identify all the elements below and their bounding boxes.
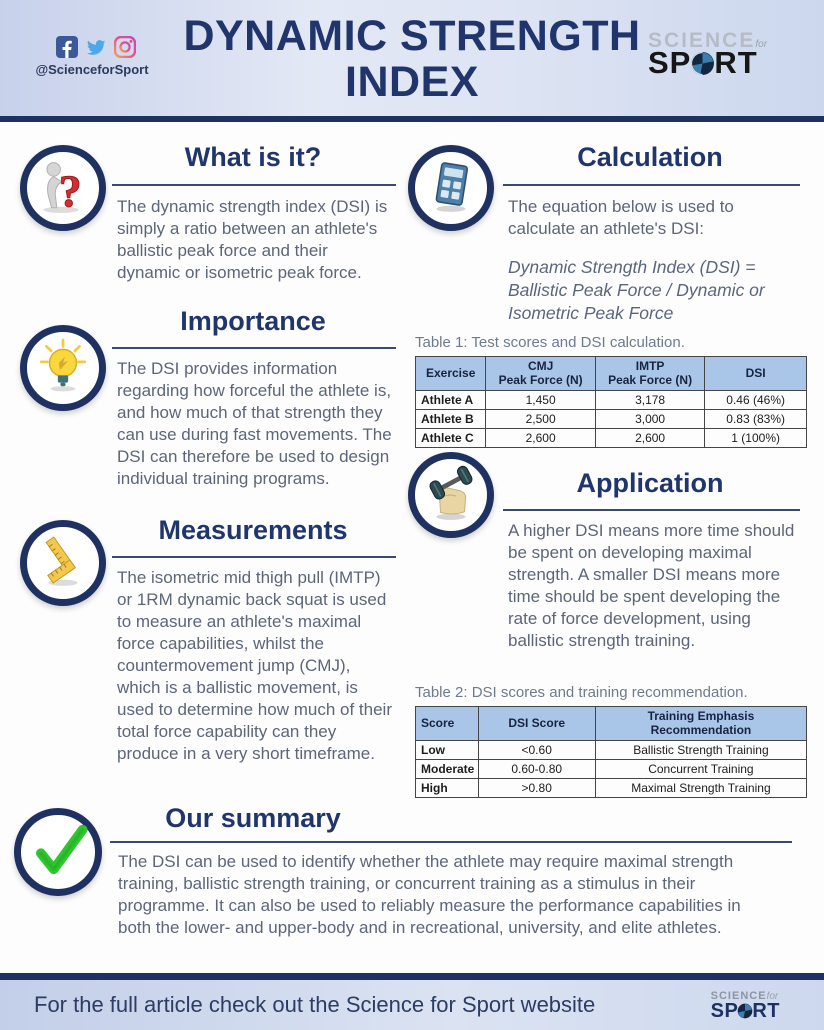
table-row [416, 409, 807, 428]
footer-divider [0, 973, 824, 980]
calculation-body: The equation below is used to calculate an athlete's DSI: [508, 197, 734, 238]
table2-col-dsi-score: DSI Score [478, 707, 595, 741]
table2-caption: Table 2: DSI scores and training recommendation. [415, 684, 748, 701]
measurements-badge [20, 520, 106, 606]
table-cell: 2,600 [595, 428, 704, 447]
header [0, 0, 824, 122]
what-is-it-rule [112, 184, 396, 186]
calculation-badge [408, 145, 494, 231]
calculation-heading: Calculation [577, 142, 723, 172]
dsi-equation: Dynamic Strength Index (DSI) = Ballistic Peak Force / Dynamic or Isometric Peak Force [508, 257, 765, 323]
footer-logo[interactable]: SCIENCEfor SP RT [710, 990, 780, 1022]
table-row [416, 390, 807, 409]
check-icon [28, 820, 88, 885]
what-is-it-body: The dynamic strength index (DSI) is simply a ratio between an athlete's ballistic peak force and their dynamic or isometric peak force. [117, 197, 388, 282]
table-row [416, 740, 807, 759]
table-cell: Low [416, 740, 479, 759]
calculation-rule [503, 184, 800, 186]
table2-header-row [416, 707, 807, 741]
table-cell: 1,450 [486, 390, 595, 409]
importance-badge [20, 325, 106, 411]
dumbbell-hand-icon [422, 464, 480, 527]
table1 [415, 356, 807, 448]
what-is-it-badge [20, 145, 106, 231]
table2-col-score: Score [416, 707, 479, 741]
globe-icon [738, 1001, 752, 1021]
measurements-heading: Measurements [158, 515, 348, 545]
application-body: A higher DSI means more time should be spent on developing maximal strength. A smaller DSI means more time should be spent developing the rate of force development, using ballistic strength training. [508, 521, 795, 650]
table1-header-row [416, 357, 807, 391]
social-handle[interactable]: @ScienceforSport [35, 62, 149, 77]
table-cell: <0.60 [478, 740, 595, 759]
facebook-icon[interactable] [56, 36, 78, 58]
twitter-icon[interactable] [85, 36, 107, 58]
table2 [415, 706, 807, 798]
table1-col-dsi: DSI [705, 357, 807, 391]
table-cell: 1 (100%) [705, 428, 807, 447]
summary-rule [110, 841, 792, 843]
ruler-icon [34, 532, 92, 595]
table-cell: 3,000 [595, 409, 704, 428]
table1-col-imtp: IMTP Peak Force (N) [595, 357, 704, 391]
table1-col-cmj: CMJ Peak Force (N) [486, 357, 595, 391]
table-cell: Athlete C [416, 428, 486, 447]
summary-body: The DSI can be used to identify whether the athlete may require maximal strength training, ballistic strength training, or concurrent training as a stimulus in their programme. It can also be used to reliably measure the performance capabilities in both the lower- and upper-body and in recreational, university, and elite athletes. [118, 852, 741, 937]
table-row [416, 778, 807, 797]
summary-heading: Our summary [165, 803, 341, 833]
application-badge [408, 452, 494, 538]
page-title-line2: INDEX [345, 58, 479, 106]
calculator-icon [422, 157, 480, 220]
question-figure-icon [34, 157, 92, 220]
instagram-icon[interactable] [114, 36, 136, 58]
table-row [416, 428, 807, 447]
table-cell: Concurrent Training [595, 759, 806, 778]
table-cell: 0.83 (83%) [705, 409, 807, 428]
table-cell: 0.60-0.80 [478, 759, 595, 778]
what-is-it-heading: What is it? [184, 142, 322, 172]
table-cell: 3,178 [595, 390, 704, 409]
application-rule [503, 509, 800, 511]
importance-body: The DSI provides information regarding how forceful the athlete is, and how much of that strength they can use during fast movements. The DSI can therefore be used to design individual training programs. [117, 359, 392, 488]
summary-badge [14, 808, 102, 896]
table-cell: 2,600 [486, 428, 595, 447]
table2-col-training: Training Emphasis Recommendation [595, 707, 806, 741]
table-cell: High [416, 778, 479, 797]
importance-heading: Importance [180, 306, 326, 336]
page-title [160, 13, 664, 105]
table-cell: Athlete A [416, 390, 486, 409]
table-cell: >0.80 [478, 778, 595, 797]
logo-science-text: SCIENCE [648, 29, 756, 52]
table-row [416, 759, 807, 778]
logo-for-text: for [755, 39, 768, 50]
table-cell: 2,500 [486, 409, 595, 428]
social-icons [56, 36, 136, 58]
brand-logo[interactable] [648, 30, 798, 78]
importance-rule [112, 347, 396, 349]
table-cell: 0.46 (46%) [705, 390, 807, 409]
measurements-rule [112, 556, 396, 558]
table-cell: Athlete B [416, 409, 486, 428]
footer [0, 980, 824, 1030]
globe-icon [691, 47, 714, 78]
table-cell: Maximal Strength Training [595, 778, 806, 797]
logo-sport-right: RT [714, 45, 758, 80]
table-cell: Moderate [416, 759, 479, 778]
table-cell: Ballistic Strength Training [595, 740, 806, 759]
table1-col-exercise: Exercise [416, 357, 486, 391]
measurements-body: The isometric mid thigh pull (IMTP) or 1RM dynamic back squat is used to measure an athlete's maximal force capabilities, whilst the countermovement jump (CMJ), which is a ballistic movement, is used to determine how much of their total force capability can they produce in a very short timeframe. [117, 568, 392, 763]
lightbulb-icon [34, 337, 92, 400]
table1-caption: Table 1: Test scores and DSI calculation. [415, 334, 685, 351]
footer-text: For the full article check out the Science for Sport website [34, 992, 596, 1017]
page-title-line1: DYNAMIC STRENGTH [183, 12, 641, 60]
svg-text:?: ? [58, 165, 82, 215]
application-heading: Application [576, 468, 724, 498]
logo-sport-left: SP [648, 45, 692, 80]
